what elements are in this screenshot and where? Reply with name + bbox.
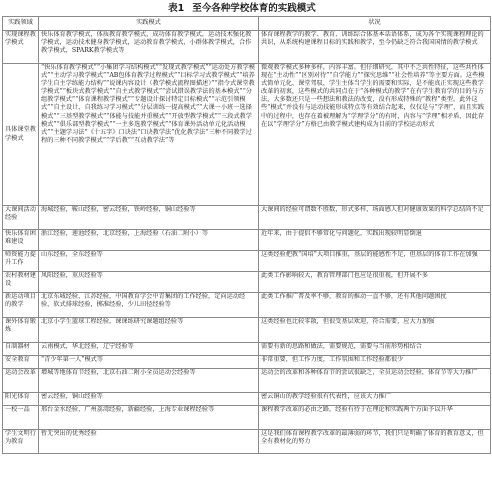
- table-header-row: [3, 17, 491, 31]
- cell-modes: “快乐体育教学模式”“小集团学习结构模式”“发现式教学模式”“运动处方教学模式”“主动学习教学模式”“AB包体育教学过程模式”“目标学习式教学模式”“培养学生自主学练能力结构”“说课内容设计（教学模式流程图描述）”“指令式课堂教学模式”“板块式教学模式”“自主式教学模式”“尝试错误教学法的基本模式”“分组教学模式”“体育课程教学模式”“专题设计探讨特定目标模式”“示范引领模式”“自主设计、自我练习学习模式”“分层训练一提高模式”“大课一小班一选择模式”“三基型教学模式”“体能与技能并重模式”“开放型教学模式”“三段式教学模式”“俱乐部型教学模式”“一主多选教学模式”“体育课外活动单元化活动模式”“主题学习法”《十五字》口诀法“口诀教学法”优化教学法“三种不同教学过程的三种不同教学模式”“学后教”“互动教学法”等: [39, 64, 259, 206]
- practice-modes-table: [2, 16, 491, 454]
- cell-status: 需要有新的思路和做法，需要规范，需要与当前形势相结合: [259, 343, 491, 356]
- table-row: [3, 356, 491, 369]
- cell-status: 这类经验把教“国培”大项目推重，基层的能感性不足，但基层的体育工作在加强: [259, 251, 491, 272]
- cell-area: 阳光体育: [3, 393, 39, 406]
- cell-area: 自制器材: [3, 343, 39, 356]
- table-row: [3, 206, 491, 230]
- cell-area: 农村教材建设: [3, 272, 39, 293]
- table-row: [3, 272, 491, 293]
- cell-area: 一校一品: [3, 406, 39, 430]
- cell-status: 这是我们体育课程教学改革的最薄弱的环节，我们只是明确了体育的教育意义，但全有教材化的努力: [259, 430, 491, 454]
- table-row: [3, 251, 491, 272]
- cell-area: 课外体育锻炼: [3, 318, 39, 343]
- cell-modes: 密云经验，铜山经验等: [39, 393, 259, 406]
- cell-modes: 凤阳经验，重庆经验等: [39, 272, 259, 293]
- cell-area: 实现课程教学模式: [3, 31, 39, 64]
- cell-area: 运动会改革: [3, 369, 39, 393]
- table-caption: [0, 3, 492, 15]
- table-number: 表1: [168, 3, 185, 14]
- table-row: [3, 31, 491, 64]
- header-status: 状况: [259, 17, 491, 31]
- cell-modes: 山东经验，全东经验等: [39, 251, 259, 272]
- table-row: [3, 369, 491, 393]
- table-row: [3, 430, 491, 454]
- header-area: 实践领域: [3, 17, 39, 31]
- cell-modes: 云南模式，华北经验，辽宁经验等: [39, 343, 259, 356]
- cell-area: 大课间活动经验: [3, 206, 39, 230]
- cell-area: 快乐体育困难建设: [3, 230, 39, 251]
- cell-status: 运动会的改革和各种体育节的尝试很缺乏，全员运动会经验，体育节等大力推广: [259, 369, 491, 393]
- cell-modes: 海城经验，鞍山经验，密云经验，铁岭经验，铜山经验等: [39, 206, 259, 230]
- table-row: [3, 393, 491, 406]
- cell-modes: “青少年第一人”模式等: [39, 356, 259, 369]
- cell-status: 非常重要，但工作力度，工作氛围和工作经验都很少: [259, 356, 491, 369]
- cell-modes: 浙江经验，莲池经验，北京经验，上海经验（石油二附小）等: [39, 230, 259, 251]
- cell-area: 安全教育: [3, 356, 39, 369]
- table-row: [3, 293, 491, 318]
- header-modes: 实践模式: [39, 17, 259, 31]
- cell-area: 新运动项目的教学: [3, 293, 39, 318]
- cell-status: 近年来，由于提倡不够常化与问题化，实践出现较明显倒退: [259, 230, 491, 251]
- table-row: [3, 343, 491, 356]
- cell-area: 具体课堂教学模式: [3, 64, 39, 206]
- table-title: 至今各种学校体育的实践模式: [192, 3, 316, 14]
- table-row: [3, 64, 491, 206]
- cell-area: 学生文明行为教育: [3, 430, 39, 454]
- cell-status: 大课间的经验可谓数不胜数，形式多样，场面感人但对健康效果的科学总结尚不足: [259, 206, 491, 230]
- table-row: [3, 318, 491, 343]
- cell-status: 此类工作推广普及率不够，教育的推动一直不够，还有其他问题困扰: [259, 293, 491, 318]
- cell-modes: 邢台金水经验，广州荔湾经验，新疆经验，上海专业课程经验等: [39, 406, 259, 430]
- cell-status: 体育课程教学的教学、教育、训练综合体基本话语体系，成为各个实现课程理论的共识，从系统构建课程目标的实践和教学，至今仍缺乏符合我国国情的教学模式: [259, 31, 491, 64]
- cell-status: 微观教学模式多种多样，内容丰富。但仔细研究，其中不乏共性特征，这些共性体现在“主动性”“区别对待”“自学能力”“探究思维”“社会性培养”等主要方面。这些模式简单元化、课堂驾驭，学生主体当学生的需要和实际，是不能真正实现这些教学改革的初衷，这些模式的共同点在于“各种模式的教学”在有学生教育学的目的与方法，大多数还只是一些想法和教法的改变，没有形成特殊的“教程”类型，此外这些“模式”并没有与运动技能形成特点等有效结合起来，仅仅是与“学理”，而且实践中的过程中，也存在着被理解为“学理学分”的有时，内容与“学理”相矛盾，因此存在以“学理学分”方格已由教学模式建构成为目前的学校运动形式: [259, 64, 491, 206]
- cell-modes: 北京东城经验，江苏经验，中国教育学会中青集团的工作经验，定向运动经验，软式排球经验，掷准经验，少儿田径经验等: [39, 293, 259, 318]
- cell-status: 课程教学改革的必由之路，经验有待于在理论和实践两个方面予以升华: [259, 406, 491, 430]
- table-row: [3, 406, 491, 430]
- cell-status: 这类经验也比较零散，但很受基层欢迎，符合需要，应大力加强: [259, 318, 491, 343]
- cell-modes: 快乐体育教学模式，体质教育教学模式，成功体育教学模式，运动技术强化教学模式，运动技术健身教学模式，运动教育教学模式，小群体教学模式，合作教学模式，SPARK教学模式等: [39, 31, 259, 64]
- cell-modes: 北京小学生篮球工程经验，课课练研究课题组经验等: [39, 318, 259, 343]
- cell-modes: 增城等地体育节经验，北京石油二附小全员运动会经验等: [39, 369, 259, 393]
- cell-area: 师资能力提升工作: [3, 251, 39, 272]
- cell-modes: 暂无突出的优秀经验: [39, 430, 259, 454]
- cell-status: 此类工作影响较大，教育管理部门也应是很重视，但开展不多: [259, 272, 491, 293]
- cell-status: 密云铜山的教学经验很有代表性，应该大力推广: [259, 393, 491, 406]
- table-row: [3, 230, 491, 251]
